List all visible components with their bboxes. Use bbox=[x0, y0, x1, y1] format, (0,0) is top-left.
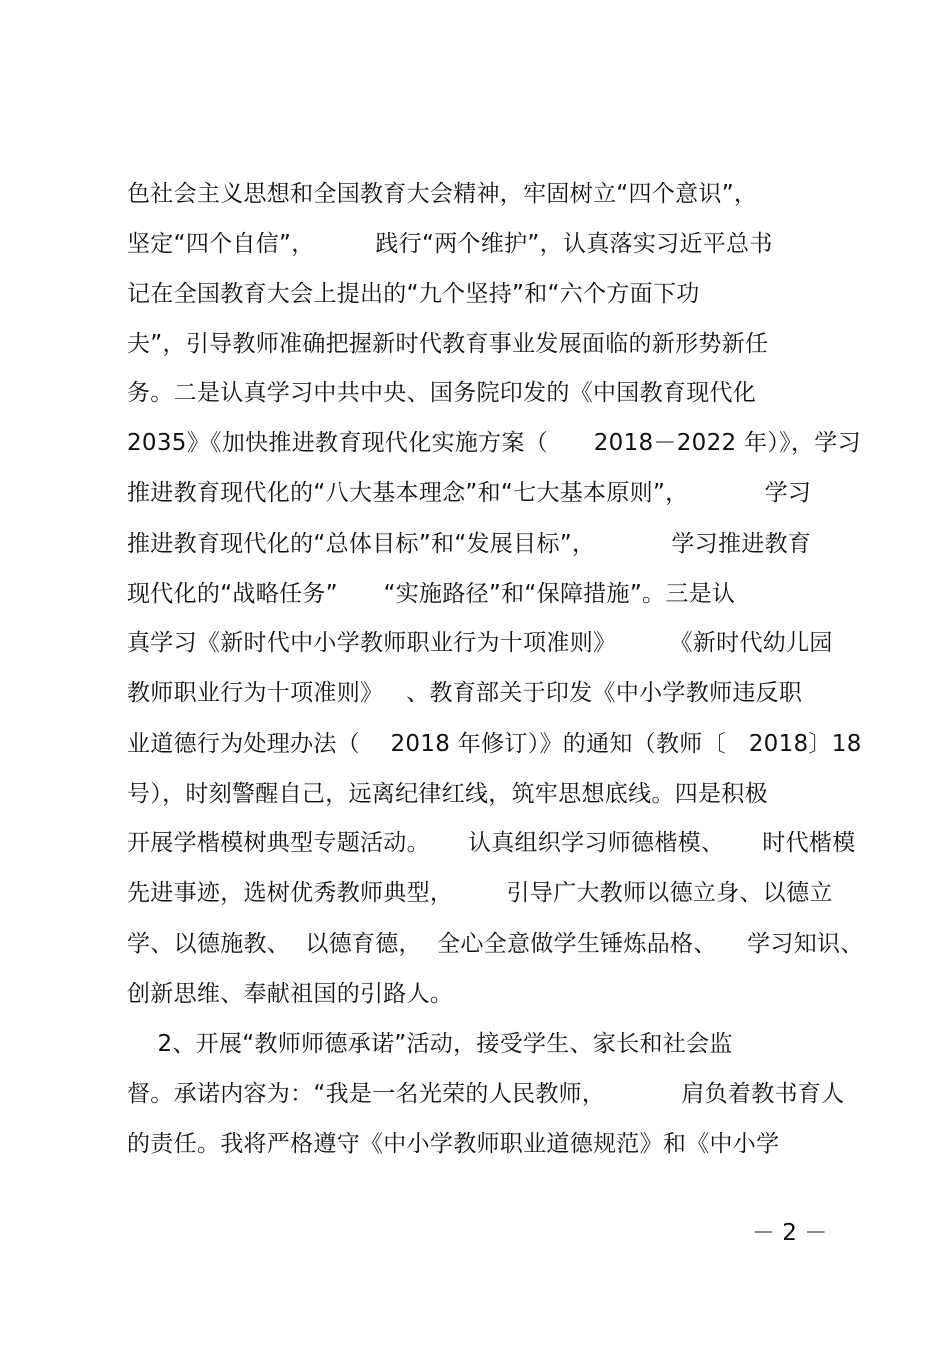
text-line: 推进教育现代化的“八大基本理念”和“七大基本原则”， 学习 bbox=[127, 480, 812, 506]
text-line: 创新思维、奉献祖国的引路人。 bbox=[127, 981, 454, 1007]
text-line: 业道德行为处理办法（ 2018 年修订）》的通知（教师〔 2018〕18 bbox=[127, 731, 862, 757]
text-line: 学、以德施教、 以德育德， 全心全意做学生锤炼品格、 学习知识、 bbox=[127, 931, 864, 957]
text-line: 的责任。我将严格遵守《中小学教师职业道德规范》和《中小学 bbox=[127, 1131, 780, 1157]
text-line: 先进事迹，选树优秀教师典型， 引导广大教师以德立身、以德立 bbox=[127, 880, 833, 906]
page-number: － 2 － bbox=[752, 1220, 828, 1246]
text-line: 色社会主义思想和全国教育大会精神，牢固树立“四个意识”， bbox=[127, 181, 758, 207]
text-line: 记在全国教育大会上提出的“九个坚持”和“六个方面下功 bbox=[127, 281, 700, 307]
text-line: 教师职业行为十项准则》 、教育部关于印发《中小学教师违反职 bbox=[127, 680, 803, 706]
text-line: 2035》《加快推进教育现代化实施方案（ 2018－2022 年）》，学习 bbox=[127, 430, 861, 456]
text-line: 夫”，引导教师准确把握新时代教育事业发展面临的新形势新任 bbox=[127, 331, 769, 357]
text-line: 督。承诺内容为：“我是一名光荣的人民教师， 肩负着教书育人 bbox=[127, 1081, 845, 1107]
text-line: 推进教育现代化的“总体目标”和“发展目标”， 学习推进教育 bbox=[127, 531, 812, 557]
text-line: 号），时刻警醒自己，远离纪律红线，筑牢思想底线。四是积极 bbox=[127, 781, 768, 807]
text-line: 2、开展“教师师德承诺”活动，接受学生、家长和社会监 bbox=[127, 1031, 733, 1057]
text-line: 现代化的“战略任务” “实施路径”和“保障措施”。三是认 bbox=[127, 581, 736, 607]
text-line: 真学习《新时代中小学教师职业行为十项准则》 《新时代幼儿园 bbox=[127, 630, 833, 656]
text-line: 务。二是认真学习中共中央、国务院印发的《中国教育现代化 bbox=[127, 380, 757, 406]
text-line: 开展学楷模树典型专题活动。 认真组织学习师德楷模、 时代楷模 bbox=[127, 830, 856, 856]
text-line: 坚定“四个自信”， 践行“两个维护”，认真落实习近平总书 bbox=[127, 231, 773, 257]
